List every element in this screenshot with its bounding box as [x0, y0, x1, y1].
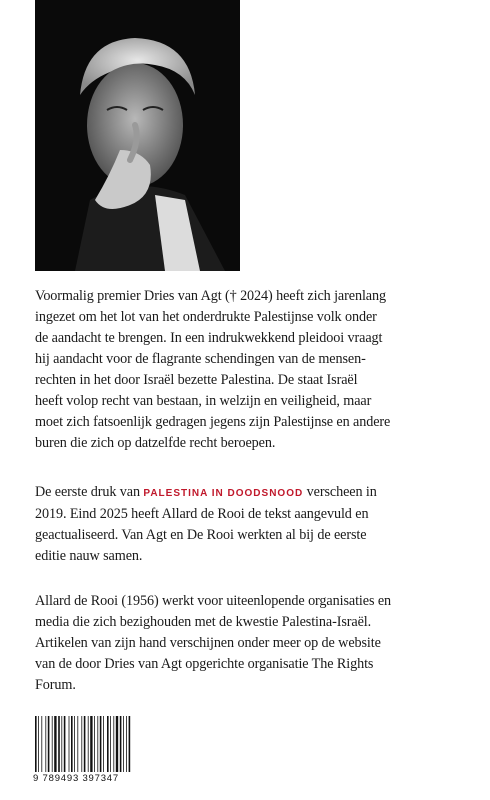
- text-line: ingezet om het lot van het onderdrukte Palestijnse volk onder: [35, 309, 377, 325]
- author-bio-paragraph: [35, 591, 460, 696]
- isbn-number: 9 789493 397347: [33, 773, 119, 784]
- text-fragment: De eerste druk van: [35, 484, 144, 500]
- text-line: Forum.: [35, 677, 76, 693]
- text-line: Allard de Rooi (1956) werkt voor uiteenlopende organisaties en: [35, 593, 392, 609]
- description-paragraph: [35, 286, 460, 454]
- text-line: moet zich fatsoenlijk gedragen jegens zijn Palestijnse en andere: [35, 414, 391, 430]
- text-fragment: verscheen in: [303, 484, 377, 500]
- text-line: hij aandacht voor de flagrante schendingen van de mensen-: [35, 351, 366, 367]
- text-line: rechten in het door Israël bezette Palestina. De staat Israël: [35, 372, 358, 388]
- text-line: de aandacht te brengen. In een indrukwekkend pleidooi vraagt: [35, 330, 383, 346]
- text-line: editie nauw samen.: [35, 548, 143, 564]
- text-line: Voormalig premier Dries van Agt († 2024) heeft zich jarenlang: [35, 288, 386, 304]
- text-line: 2019. Eind 2025 heeft Allard de Rooi de tekst aangevuld en: [35, 506, 369, 522]
- text-line: [35, 482, 460, 504]
- edition-paragraph: [35, 482, 460, 567]
- portrait-image: [35, 0, 240, 271]
- author-portrait-photo: [35, 0, 240, 271]
- text-line: van de door Dries van Agt opgerichte organisatie The Rights: [35, 656, 374, 672]
- text-line: Artikelen van zijn hand verschijnen onder meer op de website: [35, 635, 381, 651]
- book-title: PALESTINA IN DOODSNOOD: [143, 488, 304, 499]
- text-line: geactualiseerd. Van Agt en De Rooi werkten al bij de eerste: [35, 527, 367, 543]
- text-line: buren die zich op datzelfde recht beroepen.: [35, 435, 276, 451]
- text-line: heeft volop recht van bestaan, in welzijn en veiligheid, maar: [35, 393, 372, 409]
- text-line: media die zich bezighouden met de kwestie Palestina-Israël.: [35, 614, 372, 630]
